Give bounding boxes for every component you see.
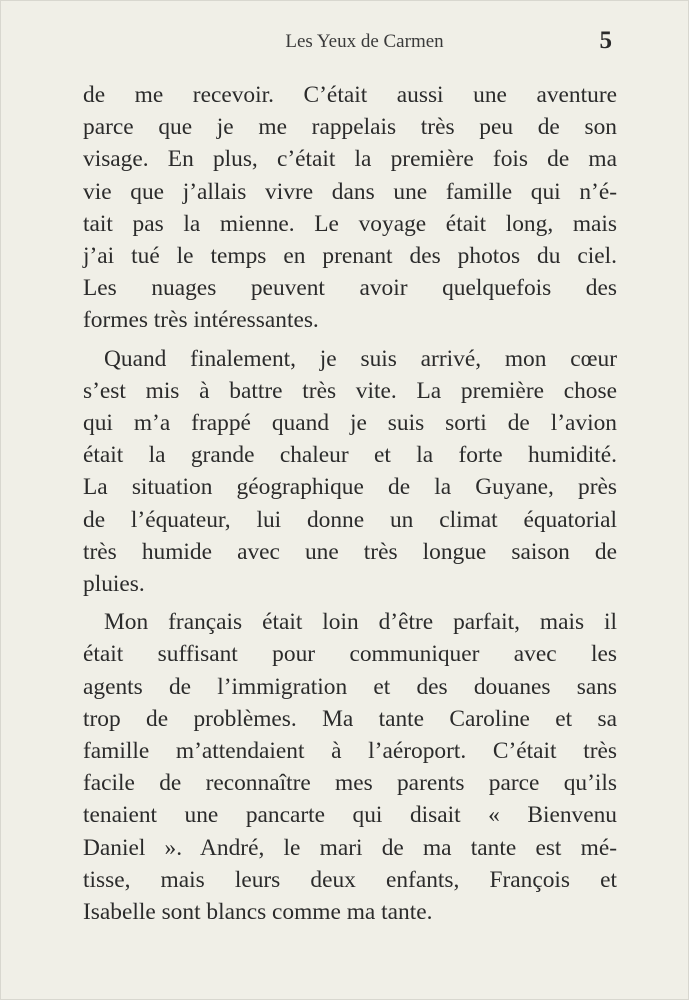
text-line: vie que j’allais vivre dans une famille qui n’é-: [83, 178, 617, 205]
text-line: s’est mis à battre très vite. La première chose: [83, 377, 617, 404]
text-line: Mon français était loin d’être parfait, mais il: [104, 609, 617, 636]
text-line: tisse, mais leurs deux enfants, François et: [83, 866, 617, 893]
text-line: agents de l’immigration et des douanes sans: [83, 673, 617, 700]
text-line: tait pas la mienne. Le voyage était long, mais: [83, 210, 617, 237]
text-line: trop de problèmes. Ma tante Caroline et sa: [83, 705, 617, 732]
text-line: visage. En plus, c’était la première fois de ma: [83, 146, 617, 173]
page-number: 5: [599, 27, 612, 54]
text-line: famille m’attendaient à l’aéroport. C’était très: [83, 738, 617, 765]
text-line: Les nuages peuvent avoir quelquefois des: [83, 275, 617, 302]
running-head: [1, 27, 689, 57]
text-line: pluies.: [83, 571, 145, 598]
text-line: de l’équateur, lui donne un climat équatorial: [83, 506, 617, 533]
text-line: Quand finalement, je suis arrivé, mon cœur: [104, 345, 617, 372]
text-line: tenaient une pancarte qui disait « Bienvenu: [83, 802, 617, 829]
running-title: Les Yeux de Carmen: [285, 31, 444, 52]
text-line: de me recevoir. C’était aussi une aventure: [83, 82, 617, 108]
text-line: facile de reconnaître mes parents parce qu’ils: [83, 770, 617, 797]
text-line: formes très intéressantes.: [83, 307, 319, 334]
paragraph-2: [83, 343, 617, 601]
text-line: qui m’a frappé quand je suis sorti de l’avion: [83, 410, 617, 437]
text-line: Isabelle sont blancs comme ma tante.: [83, 899, 433, 926]
text-line: était la grande chaleur et la forte humidité.: [83, 442, 617, 469]
body-text: [83, 79, 617, 934]
text-line: j’ai tué le temps en prenant des photos du ciel.: [83, 243, 617, 270]
paragraph-3: [83, 606, 617, 928]
text-line: Daniel ». André, le mari de ma tante est mé-: [83, 834, 617, 861]
text-line: La situation géographique de la Guyane, près: [83, 474, 617, 501]
text-line: très humide avec une très longue saison de: [83, 538, 617, 565]
paragraph-1: [83, 79, 617, 337]
text-line: était suffisant pour communiquer avec les: [83, 641, 617, 668]
text-line: parce que je me rappelais très peu de son: [83, 114, 617, 141]
